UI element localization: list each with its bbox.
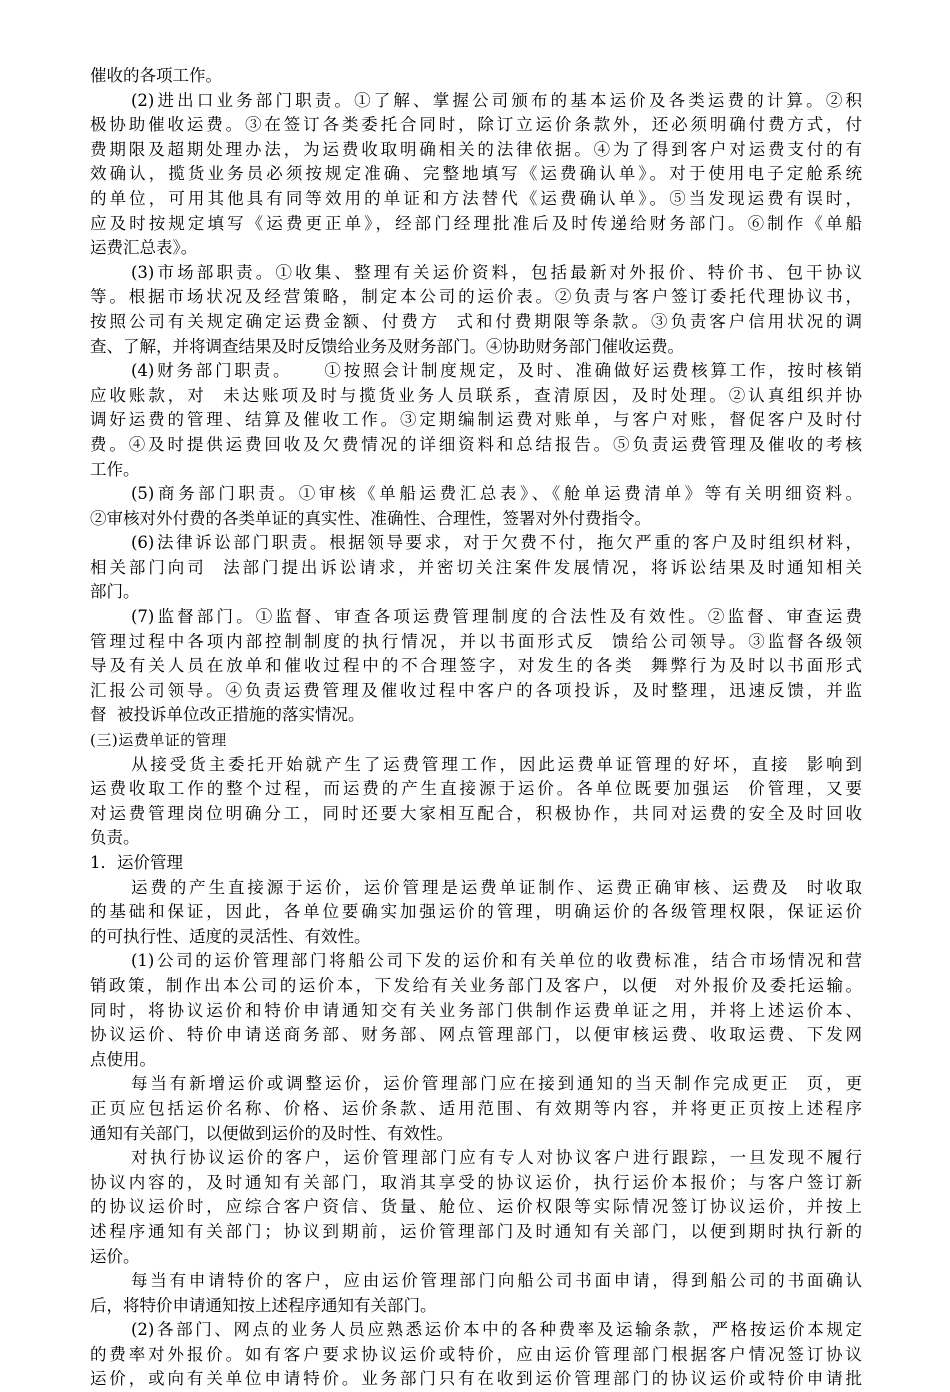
text-line: 调好运费的管理、结算及催收工作。③定期编制运费对账单，与客户对账，督促客户及时付: [90, 410, 862, 430]
text-line: 点使用。: [90, 1049, 156, 1069]
text-line: 对运费管理岗位明确分工，同时还要大家相互配合，积极协作，共同对运费的安全及时回收: [90, 803, 862, 823]
text-line: (2)各部门、网点的业务人员应熟悉运价本中的各种费率及运输条款，严格按运价本规定: [131, 1320, 862, 1340]
text-line: 相关部门向司 法部门提出诉讼请求，并密切关注案件发展情况，将诉讼结果及时通知相关: [90, 557, 862, 577]
paragraph: [90, 1269, 862, 1318]
paragraph: [90, 482, 862, 531]
paragraph: [90, 89, 862, 261]
text-line: 按照公司有关规定确定运费金额、付费方 式和付费期限等条款。③负责客户信用状况的调: [90, 311, 862, 331]
text-line: (2)进出口业务部门职责。①了解、掌握公司颁布的基本运价及各类运费的计算。②积: [131, 90, 862, 110]
text-line: 的可执行性、适度的灵活性、有效性。: [90, 926, 371, 946]
text-line: 汇报公司领导。④负责运费管理及催收过程中客户的各项投诉，及时整理，迅速反馈，并监: [90, 680, 862, 700]
paragraph: [90, 531, 862, 605]
text-line: 运费收取工作的整个过程，而运费的产生直接源于运价。各单位既要加强运 价管理，又要: [90, 779, 862, 799]
text-line: 的协议运价时，应综合客户资信、货量、舱位、运价权限等实际情况签订协议运价，并按上: [90, 1197, 862, 1217]
text-line: 催收的各项工作。: [90, 66, 222, 85]
text-line: 运费的产生直接源于运价，运价管理是运费单证制作、运费正确审核、运费及 时收取: [131, 877, 862, 897]
text-line: 运费汇总表》。: [90, 238, 198, 258]
text-line: 运价，或向有关单位申请特价。业务部门只有在收到运价管理部门的协议运价或特价申请批: [90, 1369, 862, 1389]
text-line: (7)监督部门。①监督、审查各项运费管理制度的合法性及有效性。②监督、审查运费: [131, 607, 862, 627]
text-line: 应收账款，对 未达账项及时与揽货业务人员联系，查清原因，及时处理。②认真组织并协: [90, 385, 862, 405]
paragraph: [90, 64, 862, 89]
text-line: 督 被投诉单位改正措施的落实情况。: [90, 705, 365, 725]
text-line: 协议运价、特价申请送商务部、财务部、网点管理部门，以便审核运费、收取运费、下发网: [90, 1025, 862, 1045]
text-line: 同时，将协议运价和特价申请通知交有关业务部门供制作运费单证之用，并将上述运价本、: [90, 1000, 862, 1020]
text-line: 正页应包括运价名称、价格、运价条款、适用范围、有效期等内容，并将更正页按上述程序: [90, 1098, 862, 1118]
text-line: 的费率对外报价。如有客户要求协议运价或特价，应由运价管理部门根据客户情况签订协议: [90, 1344, 862, 1364]
text-line: 费。④及时提供运费回收及欠费情况的详细资料和总结报告。⑤负责运费管理及催收的考核: [90, 434, 862, 454]
text-line: (三)运费单证的管理: [90, 731, 227, 750]
text-line: 销政策，制作出本公司的运价本，下发给有关业务部门及客户，以便 对外报价及委托运输。: [90, 975, 862, 995]
text-line: 每当有新增运价或调整运价，运价管理部门应在接到通知的当天制作完成更正 页，更: [131, 1074, 862, 1094]
paragraph: [90, 1146, 862, 1269]
text-line: 通知有关部门，以便做到运价的及时性、有效性。: [90, 1123, 453, 1143]
paragraph: [90, 261, 862, 359]
text-line: 极协助催收运费。③在签订各类委托合同时，除订立运价条款外，还必须明确付费方式，付: [90, 115, 862, 135]
text-line: (4)财务部门职责。 ①按照会计制度规定，及时、准确做好运费核算工作，按时核销: [131, 361, 862, 381]
text-line: 协议内容的，及时通知有关部门，取消其享受的协议运价，执行运价本报价；与客户签订新: [90, 1172, 862, 1192]
section-heading: [90, 728, 862, 753]
text-line: ②审核对外付费的各类单证的真实性、准确性、合理性，签署对外付费指令。: [90, 508, 651, 528]
text-line: (5)商务部门职责。①审核《单船运费汇总表》、《舱单运费清单》等有关明细资料。: [131, 484, 862, 504]
text-line: 每当有申请特价的客户，应由运价管理部门向船公司书面申请，得到船公司的书面确认: [131, 1271, 862, 1291]
text-line: 运价。: [90, 1246, 140, 1266]
text-line: 费期限及超期处理办法，为运费收取明确相关的法律依据。④为了得到客户对运费支付的有: [90, 139, 862, 159]
text-line: 工作。: [90, 459, 140, 479]
text-line: 应及时按规定填写《运费更正单》，经部门经理批准后及时传递给财务部门。⑥制作《单船: [90, 213, 862, 233]
text-line: 管理过程中各项内部控制制度的执行情况，并以书面形式反 馈给公司领导。③监督各级领: [90, 631, 862, 651]
paragraph: [90, 851, 862, 876]
text-line: 负责。: [90, 828, 140, 848]
paragraph: [90, 359, 862, 482]
paragraph: [90, 1318, 862, 1392]
text-line: 的单位，可用其他具有同等效用的单证和方法替代《运费确认单》。⑤当发现运费有误时，: [90, 188, 862, 208]
document-body: [90, 64, 862, 1392]
text-line: 导及有关人员在放单和催收过程中的不合理签字，对发生的各类 舞弊行为及时以书面形式: [90, 656, 862, 676]
text-line: 等。根据市场状况及经营策略，制定本公司的运价表。②负责与客户签订委托代理协议书，: [90, 287, 862, 307]
text-line: 1．运价管理: [90, 853, 183, 872]
text-line: (6)法律诉讼部门职责。根据领导要求，对于欠费不付，拖欠严重的客户及时组织材料，: [131, 533, 862, 553]
paragraph: [90, 753, 862, 851]
paragraph: [90, 605, 862, 728]
text-line: 后，将特价申请通知按上述程序通知有关部门。: [90, 1295, 437, 1315]
paragraph: [90, 949, 862, 1072]
text-line: 的基础和保证，因此，各单位要确实加强运价的管理，明确运价的各级管理权限，保证运价: [90, 902, 862, 922]
paragraph: [90, 876, 862, 950]
text-line: 效确认，揽货业务员必须按规定准确、完整地填写《运费确认单》。对于使用电子定舱系统: [90, 164, 862, 184]
text-line: (1)公司的运价管理部门将船公司下发的运价和有关单位的收费标准，结合市场情况和营: [131, 951, 862, 971]
text-line: (3)市场部职责。①收集、整理有关运价资料，包括最新对外报价、特价书、包干协议: [131, 262, 862, 282]
text-line: 对执行协议运价的客户，运价管理部门应有专人对协议客户进行跟踪，一旦发现不履行: [131, 1148, 862, 1168]
text-line: 部门。: [90, 582, 140, 602]
text-line: 述程序通知有关部门；协议到期前，运价管理部门及时通知有关部门，以便到期时执行新的: [90, 1221, 862, 1241]
text-line: 查、了解，并将调查结果及时反馈给业务及财务部门。④协助财务部门催收运费。: [90, 336, 684, 356]
paragraph: [90, 1072, 862, 1146]
text-line: 从接受货主委托开始就产生了运费管理工作，因此运费单证管理的好坏，直接 影响到: [131, 754, 862, 774]
